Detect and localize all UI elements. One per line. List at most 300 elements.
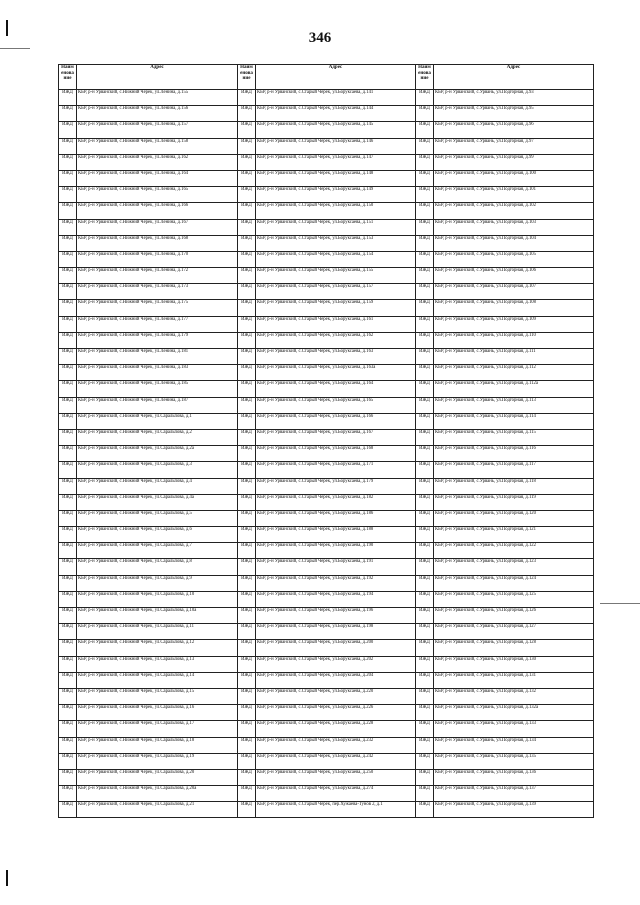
address-cell: КБР, р-н Урванский, с.Нижний Черек, ул.Ленина, д.185 — [77, 381, 238, 397]
object-type-cell: ИЖД — [238, 656, 256, 672]
address-cell: КБР, р-н Урванский, с.Нижний Черек, ул.Саральпова, д.9 — [77, 575, 238, 591]
column-header-type-3: Наим енова ние — [416, 65, 434, 90]
address-cell: КБР, р-н Урванский, с.Нижний Черек, ул.Ленина, д.158 — [77, 138, 238, 154]
object-type-cell: ИЖД — [59, 446, 77, 462]
object-type-cell: ИЖД — [416, 510, 434, 526]
address-cell: КБР, р-н Урванский, с.Урвань, ул.Подгорная, д.133 — [434, 721, 594, 737]
address-cell: КБР, р-н Урванский, с.Урвань, ул.Подгорная, д.139 — [434, 802, 594, 818]
object-type-cell: ИЖД — [59, 786, 77, 802]
object-type-cell: ИЖД — [59, 429, 77, 445]
address-cell: КБР, р-н Урванский, с.Нижний Черек, ул.Саральпова, д.21 — [77, 802, 238, 818]
object-type-cell: ИЖД — [238, 122, 256, 138]
table-row — [59, 349, 594, 365]
scan-margin-line — [0, 48, 30, 49]
address-cell: КБР, р-н Урванский, с.Старый Черек, ул.Боруксаева, д.154 — [256, 251, 416, 267]
address-cell: КБР, р-н Урванский, с.Урвань, ул.Подгорная, д.111 — [434, 349, 594, 365]
table-row — [59, 688, 594, 704]
address-cell: КБР, р-н Урванский, с.Урвань, ул.Подгорная, д.125 — [434, 591, 594, 607]
table-row — [59, 624, 594, 640]
table-row — [59, 235, 594, 251]
table-row — [59, 446, 594, 462]
address-cell: КБР, р-н Урванский, с.Урвань, ул.Подгорная, д.121 — [434, 527, 594, 543]
object-type-cell: ИЖД — [59, 656, 77, 672]
object-type-cell: ИЖД — [59, 381, 77, 397]
address-cell: КБР, р-н Урванский, с.Нижний Черек, ул.Саральпова, д.6 — [77, 527, 238, 543]
object-type-cell: ИЖД — [416, 624, 434, 640]
address-cell: КБР, р-н Урванский, с.Урвань, ул.Подгорная, д.123 — [434, 559, 594, 575]
table-row — [59, 478, 594, 494]
object-type-cell: ИЖД — [59, 543, 77, 559]
address-cell: КБР, р-н Урванский, с.Нижний Черек, ул.Ленина, д.187 — [77, 397, 238, 413]
address-cell: КБР, р-н Урванский, с.Нижний Черек, ул.Саральпова, д.17 — [77, 721, 238, 737]
object-type-cell: ИЖД — [416, 235, 434, 251]
address-cell: КБР, р-н Урванский, с.Старый Черек, ул.Боруксаева, д.159 — [256, 300, 416, 316]
object-type-cell: ИЖД — [238, 251, 256, 267]
object-type-cell: ИЖД — [416, 122, 434, 138]
object-type-cell: ИЖД — [416, 138, 434, 154]
address-cell: КБР, р-н Урванский, с.Нижний Черек, ул.Саральпова, д.3 — [77, 462, 238, 478]
address-cell: КБР, р-н Урванский, с.Нижний Черек, ул.Ленина, д.181 — [77, 349, 238, 365]
address-cell: КБР, р-н Урванский, с.Урвань, ул.Подгорная, д.103 — [434, 219, 594, 235]
table-row — [59, 365, 594, 381]
address-cell: КБР, р-н Урванский, с.Урвань, ул.Подгорная, д.130 — [434, 656, 594, 672]
address-cell: КБР, р-н Урванский, с.Старый Черек, ул.Боруксаева, д.182 — [256, 494, 416, 510]
address-cell: КБР, р-н Урванский, с.Нижний Черек, ул.Ленина, д.166 — [77, 203, 238, 219]
object-type-cell: ИЖД — [59, 154, 77, 170]
address-cell: КБР, р-н Урванский, с.Урвань, ул.Подгорная, д.105 — [434, 251, 594, 267]
address-cell: КБР, р-н Урванский, с.Нижний Черек, ул.Саральпова, д.20 — [77, 769, 238, 785]
address-cell: КБР, р-н Урванский, с.Урвань, ул.Подгорная, д.110 — [434, 332, 594, 348]
address-cell: КБР, р-н Урванский, с.Старый Черек, ул.Боруксаева, д.204 — [256, 672, 416, 688]
address-cell: КБР, р-н Урванский, с.Урвань, ул.Подгорная, д.118 — [434, 478, 594, 494]
address-cell: КБР, р-н Урванский, с.Старый Черек, ул.Боруксаева, д.166 — [256, 413, 416, 429]
table-row — [59, 106, 594, 122]
address-cell: КБР, р-н Урванский, с.Старый Черек, ул.Боруксаева, д.196 — [256, 608, 416, 624]
address-cell: КБР, р-н Урванский, с.Урвань, ул.Подгорная, д.116 — [434, 446, 594, 462]
object-type-cell: ИЖД — [416, 559, 434, 575]
object-type-cell: ИЖД — [416, 737, 434, 753]
address-cell: КБР, р-н Урванский, с.Старый Черек, ул.Боруксаева, д.141 — [256, 90, 416, 106]
table-row — [59, 122, 594, 138]
object-type-cell: ИЖД — [416, 721, 434, 737]
object-type-cell: ИЖД — [59, 721, 77, 737]
object-type-cell: ИЖД — [238, 672, 256, 688]
object-type-cell: ИЖД — [238, 786, 256, 802]
object-type-cell: ИЖД — [238, 624, 256, 640]
address-cell: КБР, р-н Урванский, с.Урвань, ул.Подгорная, д.113 — [434, 397, 594, 413]
table-row — [59, 737, 594, 753]
object-type-cell: ИЖД — [416, 591, 434, 607]
object-type-cell: ИЖД — [238, 219, 256, 235]
object-type-cell: ИЖД — [416, 397, 434, 413]
object-type-cell: ИЖД — [59, 349, 77, 365]
address-table — [58, 64, 594, 818]
table-header-row — [59, 65, 594, 90]
column-header-type-2: Наим енова ние — [238, 65, 256, 90]
object-type-cell: ИЖД — [59, 575, 77, 591]
address-cell: КБР, р-н Урванский, с.Нижний Черек, ул.Саральпова, д.10а — [77, 608, 238, 624]
object-type-cell: ИЖД — [238, 203, 256, 219]
address-cell: КБР, р-н Урванский, с.Старый Черек, ул.Боруксаева, д.147 — [256, 154, 416, 170]
address-cell: КБР, р-н Урванский, с.Старый Черек, ул.Боруксаева, д.228 — [256, 721, 416, 737]
object-type-cell: ИЖД — [238, 721, 256, 737]
address-cell: КБР, р-н Урванский, с.Нижний Черек, ул.Ленина, д.168 — [77, 235, 238, 251]
object-type-cell: ИЖД — [59, 737, 77, 753]
address-cell: КБР, р-н Урванский, с.Нижний Черек, ул.Саральпова, д.4а — [77, 494, 238, 510]
object-type-cell: ИЖД — [238, 268, 256, 284]
object-type-cell: ИЖД — [416, 446, 434, 462]
address-cell: КБР, р-н Урванский, с.Урвань, ул.Подгорная, д.93 — [434, 90, 594, 106]
object-type-cell: ИЖД — [59, 494, 77, 510]
address-cell: КБР, р-н Урванский, с.Урвань, ул.Подгорная, д.96 — [434, 122, 594, 138]
column-header-address-2: Адрес — [256, 65, 416, 90]
address-cell: КБР, р-н Урванский, с.Урвань, ул.Подгорная, д.102 — [434, 203, 594, 219]
address-cell: КБР, р-н Урванский, с.Старый Черек, ул.Боруксаева, д.226 — [256, 705, 416, 721]
address-cell: КБР, р-н Урванский, с.Старый Черек, ул.Боруксаева, д.200 — [256, 640, 416, 656]
address-cell: КБР, р-н Урванский, с.Старый Черек, ул.Боруксаева, д.220 — [256, 688, 416, 704]
object-type-cell: ИЖД — [238, 349, 256, 365]
object-type-cell: ИЖД — [238, 235, 256, 251]
address-cell: КБР, р-н Урванский, с.Старый Черек, ул.Боруксаева, д.168 — [256, 446, 416, 462]
address-cell: КБР, р-н Урванский, с.Старый Черек, ул.Боруксаева, д.164 — [256, 381, 416, 397]
object-type-cell: ИЖД — [416, 802, 434, 818]
table-row — [59, 462, 594, 478]
object-type-cell: ИЖД — [238, 429, 256, 445]
address-cell: КБР, р-н Урванский, с.Урвань, ул.Подгорная, д.95 — [434, 106, 594, 122]
object-type-cell: ИЖД — [238, 187, 256, 203]
address-cell: КБР, р-н Урванский, с.Нижний Черек, ул.Ленина, д.179 — [77, 332, 238, 348]
address-cell: КБР, р-н Урванский, с.Урвань, ул.Подгорная, д.108 — [434, 300, 594, 316]
address-cell: КБР, р-н Урванский, с.Старый Черек, ул.Боруксаева, д.167 — [256, 429, 416, 445]
object-type-cell: ИЖД — [238, 154, 256, 170]
object-type-cell: ИЖД — [59, 219, 77, 235]
address-cell: КБР, р-н Урванский, с.Нижний Черек, ул.Ленина, д.170 — [77, 251, 238, 267]
address-cell: КБР, р-н Урванский, с.Урвань, ул.Подгорная, д.132 — [434, 688, 594, 704]
address-cell: КБР, р-н Урванский, с.Нижний Черек, ул.Ленина, д.167 — [77, 219, 238, 235]
object-type-cell: ИЖД — [59, 624, 77, 640]
address-cell: КБР, р-н Урванский, с.Урвань, ул.Подгорная, д.126 — [434, 608, 594, 624]
address-cell: КБР, р-н Урванский, с.Урвань, ул.Подгорная, д.120 — [434, 510, 594, 526]
address-cell: КБР, р-н Урванский, с.Нижний Черек, ул.Ленина, д.162 — [77, 154, 238, 170]
table-row — [59, 284, 594, 300]
address-cell: КБР, р-н Урванский, с.Нижний Черек, ул.Ленина, д.157 — [77, 122, 238, 138]
address-cell: КБР, р-н Урванский, с.Старый Черек, ул.Боруксаева, д.149 — [256, 187, 416, 203]
address-cell: КБР, р-н Урванский, с.Урвань, ул.Подгорная, д.137 — [434, 786, 594, 802]
object-type-cell: ИЖД — [59, 235, 77, 251]
address-cell: КБР, р-н Урванский, с.Нижний Черек, ул.Саральпова, д.8 — [77, 559, 238, 575]
table-row — [59, 154, 594, 170]
table-row — [59, 429, 594, 445]
address-cell: КБР, р-н Урванский, с.Нижний Черек, ул.Саральпова, д.11 — [77, 624, 238, 640]
address-cell: КБР, р-н Урванский, с.Нижний Черек, ул.Саральпова, д.10 — [77, 591, 238, 607]
object-type-cell: ИЖД — [238, 527, 256, 543]
object-type-cell: ИЖД — [238, 737, 256, 753]
object-type-cell: ИЖД — [238, 300, 256, 316]
object-type-cell: ИЖД — [416, 381, 434, 397]
table-row — [59, 608, 594, 624]
address-cell: КБР, р-н Урванский, с.Урвань, ул.Подгорная, д.134 — [434, 737, 594, 753]
address-cell: КБР, р-н Урванский, с.Старый Черек, ул.Боруксаева, д.163а — [256, 365, 416, 381]
object-type-cell: ИЖД — [59, 769, 77, 785]
object-type-cell: ИЖД — [238, 705, 256, 721]
address-cell: КБР, р-н Урванский, с.Нижний Черек, ул.Саральпова, д.14 — [77, 672, 238, 688]
object-type-cell: ИЖД — [238, 478, 256, 494]
object-type-cell: ИЖД — [238, 446, 256, 462]
object-type-cell: ИЖД — [238, 413, 256, 429]
address-cell: КБР, р-н Урванский, с.Нижний Черек, ул.Саральпова, д.2 — [77, 429, 238, 445]
object-type-cell: ИЖД — [238, 543, 256, 559]
table-row — [59, 802, 594, 818]
address-cell: КБР, р-н Урванский, с.Нижний Черек, ул.Ленина, д.164 — [77, 170, 238, 186]
object-type-cell: ИЖД — [416, 203, 434, 219]
object-type-cell: ИЖД — [416, 268, 434, 284]
address-cell: КБР, р-н Урванский, с.Урвань, ул.Подгорная, д.101 — [434, 187, 594, 203]
object-type-cell: ИЖД — [238, 462, 256, 478]
address-cell: КБР, р-н Урванский, с.Урвань, ул.Подгорная, д.99 — [434, 154, 594, 170]
table-row — [59, 543, 594, 559]
table-row — [59, 413, 594, 429]
address-cell: КБР, р-н Урванский, с.Нижний Черек, ул.Ленина, д.177 — [77, 316, 238, 332]
object-type-cell: ИЖД — [59, 284, 77, 300]
object-type-cell: ИЖД — [59, 672, 77, 688]
object-type-cell: ИЖД — [416, 753, 434, 769]
object-type-cell: ИЖД — [59, 527, 77, 543]
address-cell: КБР, р-н Урванский, с.Старый Черек, ул.Боруксаева, д.161 — [256, 316, 416, 332]
address-cell: КБР, р-н Урванский, с.Старый Черек, ул.Боруксаева, д.250 — [256, 769, 416, 785]
address-cell: КБР, р-н Урванский, с.Нижний Черек, ул.Ленина, д.175 — [77, 300, 238, 316]
object-type-cell: ИЖД — [59, 688, 77, 704]
object-type-cell: ИЖД — [416, 154, 434, 170]
address-cell: КБР, р-н Урванский, с.Урвань, ул.Подгорная, д.131 — [434, 672, 594, 688]
address-cell: КБР, р-н Урванский, с.Старый Черек, ул.Боруксаева, д.157 — [256, 284, 416, 300]
table-row — [59, 705, 594, 721]
address-cell: КБР, р-н Урванский, с.Урвань, ул.Подгорная, д.104 — [434, 235, 594, 251]
column-header-address-1: Адрес — [77, 65, 238, 90]
object-type-cell: ИЖД — [238, 510, 256, 526]
address-cell: КБР, р-н Урванский, с.Старый Черек, ул.Боруксаева, д.145 — [256, 122, 416, 138]
address-cell: КБР, р-н Урванский, с.Нижний Черек, ул.Ленина, д.156 — [77, 106, 238, 122]
address-cell: КБР, р-н Урванский, с.Старый Черек, ул.Боруксаева, д.186 — [256, 510, 416, 526]
address-cell: КБР, р-н Урванский, с.Урвань, ул.Подгорная, д.128 — [434, 640, 594, 656]
object-type-cell: ИЖД — [416, 769, 434, 785]
address-cell: КБР, р-н Урванский, с.Старый Черек, ул.Боруксаева, д.274 — [256, 786, 416, 802]
address-cell: КБР, р-н Урванский, с.Старый Черек, ул.Боруксаева, д.188 — [256, 527, 416, 543]
address-cell: КБР, р-н Урванский, с.Нижний Черек, ул.Саральпова, д.4 — [77, 478, 238, 494]
object-type-cell: ИЖД — [416, 219, 434, 235]
scan-edge-mark — [6, 20, 8, 36]
address-cell: КБР, р-н Урванский, с.Старый Черек, ул.Боруксаева, д.153 — [256, 235, 416, 251]
object-type-cell: ИЖД — [238, 608, 256, 624]
address-cell: КБР, р-н Урванский, с.Старый Черек, ул.Боруксаева, д.202 — [256, 656, 416, 672]
table-row — [59, 640, 594, 656]
object-type-cell: ИЖД — [59, 559, 77, 575]
address-cell: КБР, р-н Урванский, с.Урвань, ул.Подгорная, д.97 — [434, 138, 594, 154]
object-type-cell: ИЖД — [59, 268, 77, 284]
object-type-cell: ИЖД — [416, 429, 434, 445]
object-type-cell: ИЖД — [59, 478, 77, 494]
address-cell: КБР, р-н Урванский, с.Нижний Черек, ул.Саральпова, д.16 — [77, 705, 238, 721]
address-cell: КБР, р-н Урванский, с.Урвань, ул.Подгорная, д.119 — [434, 494, 594, 510]
address-cell: КБР, р-н Урванский, с.Урвань, ул.Подгорная, д.124 — [434, 575, 594, 591]
object-type-cell: ИЖД — [416, 187, 434, 203]
object-type-cell: ИЖД — [59, 397, 77, 413]
object-type-cell: ИЖД — [238, 170, 256, 186]
address-cell: КБР, р-н Урванский, с.Нижний Черек, ул.Саральпова, д.2а — [77, 446, 238, 462]
object-type-cell: ИЖД — [416, 527, 434, 543]
table-row — [59, 656, 594, 672]
table-row — [59, 268, 594, 284]
object-type-cell: ИЖД — [416, 300, 434, 316]
address-cell: КБР, р-н Урванский, с.Урвань, ул.Подгорная, д.114 — [434, 413, 594, 429]
address-cell: КБР, р-н Урванский, с.Нижний Черек, ул.Ленина, д.172 — [77, 268, 238, 284]
address-cell: КБР, р-н Урванский, с.Урвань, ул.Подгорная, д.135 — [434, 753, 594, 769]
table-row — [59, 591, 594, 607]
table-row — [59, 187, 594, 203]
address-cell: КБР, р-н Урванский, с.Старый Черек, ул.Боруксаева, д.162 — [256, 332, 416, 348]
object-type-cell: ИЖД — [238, 494, 256, 510]
object-type-cell: ИЖД — [416, 494, 434, 510]
object-type-cell: ИЖД — [59, 640, 77, 656]
table-row — [59, 219, 594, 235]
object-type-cell: ИЖД — [59, 413, 77, 429]
table-row — [59, 251, 594, 267]
object-type-cell: ИЖД — [416, 462, 434, 478]
object-type-cell: ИЖД — [59, 802, 77, 818]
object-type-cell: ИЖД — [416, 170, 434, 186]
object-type-cell: ИЖД — [238, 397, 256, 413]
object-type-cell: ИЖД — [416, 575, 434, 591]
object-type-cell: ИЖД — [416, 251, 434, 267]
address-cell: КБР, р-н Урванский, с.Урвань, ул.Подгорная, д.122 — [434, 543, 594, 559]
address-cell: КБР, р-н Урванский, с.Урвань, ул.Подгорная, д.112 — [434, 365, 594, 381]
address-cell: КБР, р-н Урванский, с.Урвань, ул.Подгорная, д.117 — [434, 462, 594, 478]
object-type-cell: ИЖД — [59, 332, 77, 348]
table-row — [59, 138, 594, 154]
table-row — [59, 527, 594, 543]
object-type-cell: ИЖД — [238, 640, 256, 656]
object-type-cell: ИЖД — [238, 106, 256, 122]
address-cell: КБР, р-н Урванский, с.Урвань, ул.Подгорная, д.112а — [434, 381, 594, 397]
object-type-cell: ИЖД — [416, 413, 434, 429]
address-cell: КБР, р-н Урванский, с.Нижний Черек, ул.Саральпова, д.18 — [77, 737, 238, 753]
address-cell: КБР, р-н Урванский, с.Старый Черек, ул.Боруксаева, д.179 — [256, 478, 416, 494]
object-type-cell: ИЖД — [416, 90, 434, 106]
object-type-cell: ИЖД — [59, 316, 77, 332]
object-type-cell: ИЖД — [238, 284, 256, 300]
table-row — [59, 753, 594, 769]
object-type-cell: ИЖД — [59, 608, 77, 624]
table-row — [59, 397, 594, 413]
address-cell: КБР, р-н Урванский, с.Урвань, ул.Подгорная, д.106 — [434, 268, 594, 284]
address-cell: КБР, р-н Урванский, с.Старый Черек, ул.Боруксаева, д.171 — [256, 462, 416, 478]
address-cell: КБР, р-н Урванский, с.Нижний Черек, ул.Саральпова, д.15 — [77, 688, 238, 704]
address-cell: КБР, р-н Урванский, с.Старый Черек, ул.Боруксаева, д.165 — [256, 397, 416, 413]
object-type-cell: ИЖД — [238, 138, 256, 154]
object-type-cell: ИЖД — [416, 332, 434, 348]
address-cell: КБР, р-н Урванский, с.Нижний Черек, ул.Ленина, д.173 — [77, 284, 238, 300]
address-cell: КБР, р-н Урванский, с.Урвань, ул.Подгорная, д.100 — [434, 170, 594, 186]
table-row — [59, 510, 594, 526]
table-row — [59, 170, 594, 186]
address-cell: КБР, р-н Урванский, с.Нижний Черек, ул.Саральпова, д.19 — [77, 753, 238, 769]
object-type-cell: ИЖД — [416, 478, 434, 494]
table-row — [59, 575, 594, 591]
object-type-cell: ИЖД — [416, 656, 434, 672]
address-cell: КБР, р-н Урванский, с.Нижний Черек, ул.Саральпова, д.12 — [77, 640, 238, 656]
table-row — [59, 721, 594, 737]
scan-edge-mark — [6, 870, 8, 886]
table-row — [59, 381, 594, 397]
object-type-cell: ИЖД — [238, 802, 256, 818]
object-type-cell: ИЖД — [59, 251, 77, 267]
object-type-cell: ИЖД — [238, 575, 256, 591]
object-type-cell: ИЖД — [238, 316, 256, 332]
table-row — [59, 769, 594, 785]
object-type-cell: ИЖД — [416, 543, 434, 559]
object-type-cell: ИЖД — [59, 203, 77, 219]
table-row — [59, 316, 594, 332]
object-type-cell: ИЖД — [59, 753, 77, 769]
object-type-cell: ИЖД — [416, 316, 434, 332]
object-type-cell: ИЖД — [238, 90, 256, 106]
object-type-cell: ИЖД — [59, 170, 77, 186]
address-cell: КБР, р-н Урванский, с.Нижний Черек, ул.Саральпова, д.13 — [77, 656, 238, 672]
object-type-cell: ИЖД — [59, 591, 77, 607]
object-type-cell: ИЖД — [59, 365, 77, 381]
column-header-type-1: Наим енова ние — [59, 65, 77, 90]
object-type-cell: ИЖД — [416, 786, 434, 802]
address-cell: КБР, р-н Урванский, с.Нижний Черек, ул.Ленина, д.165 — [77, 187, 238, 203]
object-type-cell: ИЖД — [238, 753, 256, 769]
table-row — [59, 559, 594, 575]
object-type-cell: ИЖД — [416, 106, 434, 122]
object-type-cell: ИЖД — [416, 705, 434, 721]
object-type-cell: ИЖД — [238, 688, 256, 704]
address-cell: КБР, р-н Урванский, с.Урвань, ул.Подгорная, д.115 — [434, 429, 594, 445]
column-header-address-3: Адрес — [434, 65, 594, 90]
address-cell: КБР, р-н Урванский, с.Нижний Черек, ул.Саральпова, д.5 — [77, 510, 238, 526]
address-cell: КБР, р-н Урванский, с.Старый Черек, ул.Боруксаева, д.151 — [256, 219, 416, 235]
object-type-cell: ИЖД — [238, 559, 256, 575]
object-type-cell: ИЖД — [416, 640, 434, 656]
table-row — [59, 332, 594, 348]
address-cell: КБР, р-н Урванский, с.Старый Черек, ул.Боруксаева, д.163 — [256, 349, 416, 365]
object-type-cell: ИЖД — [416, 365, 434, 381]
address-cell: КБР, р-н Урванский, с.Нижний Черек, ул.Саральпова, д.1 — [77, 413, 238, 429]
address-cell: КБР, р-н Урванский, с.Урвань, ул.Подгорная, д.132а — [434, 705, 594, 721]
address-cell: КБР, р-н Урванский, с.Старый Черек, ул.Боруксаева, д.190 — [256, 543, 416, 559]
address-cell: КБР, р-н Урванский, с.Старый Черек, ул.Боруксаева, д.232 — [256, 737, 416, 753]
page-number: 346 — [308, 30, 332, 46]
address-cell: КБР, р-н Урванский, с.Старый Черек, ул.Боруксаева, д.194 — [256, 591, 416, 607]
address-cell: КБР, р-н Урванский, с.Нижний Черек, ул.Саральпова, д.7 — [77, 543, 238, 559]
table-row — [59, 300, 594, 316]
address-cell: КБР, р-н Урванский, с.Старый Черек, пер.Хужаева-Тунов 2, д.1 — [256, 802, 416, 818]
address-cell: КБР, р-н Урванский, с.Старый Черек, ул.Боруксаева, д.198 — [256, 624, 416, 640]
address-cell: КБР, р-н Урванский, с.Нижний Черек, ул.Ленина, д.183 — [77, 365, 238, 381]
address-cell: КБР, р-н Урванский, с.Старый Черек, ул.Боруксаева, д.242 — [256, 753, 416, 769]
object-type-cell: ИЖД — [238, 365, 256, 381]
table-row — [59, 90, 594, 106]
object-type-cell: ИЖД — [59, 510, 77, 526]
address-cell: КБР, р-н Урванский, с.Старый Черек, ул.Боруксаева, д.192 — [256, 575, 416, 591]
address-cell: КБР, р-н Урванский, с.Нижний Черек, ул.Ленина, д.155 — [77, 90, 238, 106]
object-type-cell: ИЖД — [59, 462, 77, 478]
object-type-cell: ИЖД — [59, 90, 77, 106]
table-row — [59, 494, 594, 510]
object-type-cell: ИЖД — [59, 138, 77, 154]
object-type-cell: ИЖД — [238, 591, 256, 607]
